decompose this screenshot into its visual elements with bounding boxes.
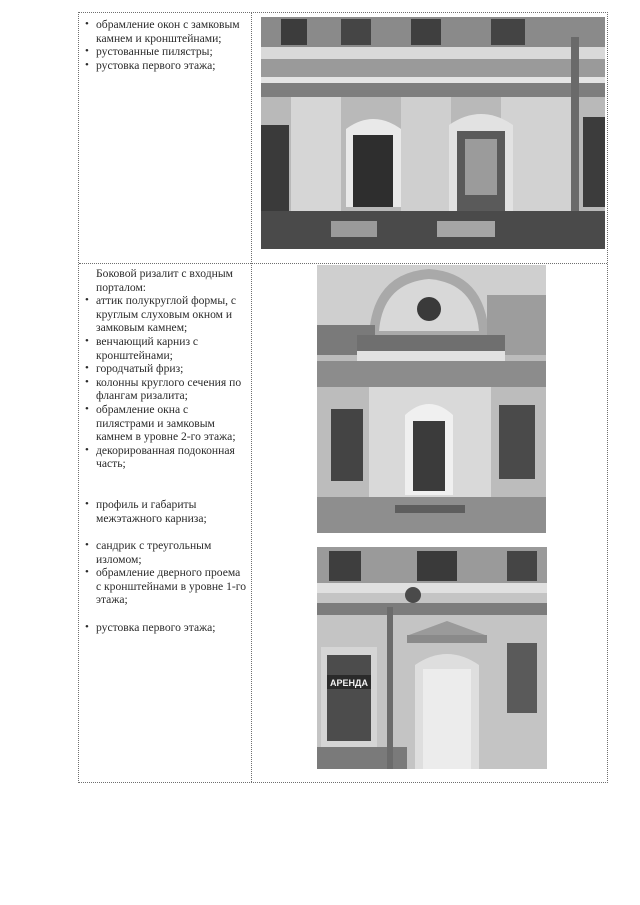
row1-list xyxy=(83,18,247,72)
list-item: • аттик полукруглой формы, с круглым слуховым окном и замковым камнем; xyxy=(83,294,247,335)
list-item: • декорированная подоконная часть; xyxy=(83,444,247,471)
row2-intro: Боковой ризалит с входным порталом: xyxy=(96,267,233,294)
list-item: • обрамление окон с замковым камнем и кронштейнами; xyxy=(83,18,247,45)
row2-list-group3 xyxy=(83,539,247,607)
list-item: • профиль и габариты межэтажного карниза; xyxy=(83,498,247,525)
list-item: • рустовка первого этажа; xyxy=(83,59,247,73)
row2-list-group2 xyxy=(83,498,247,525)
facade-photo-3 xyxy=(317,547,547,769)
row-divider xyxy=(79,263,607,264)
list-item: • венчающий карниз с кронштейнами; xyxy=(83,335,247,362)
column-divider xyxy=(251,13,252,782)
facade-photo-1 xyxy=(261,17,605,249)
row1-text xyxy=(83,18,247,72)
list-item: • рустовка первого этажа; xyxy=(83,621,247,635)
row2-text xyxy=(83,267,247,635)
heritage-table xyxy=(78,12,608,783)
list-item: • сандрик с треугольным изломом; xyxy=(83,539,247,566)
facade-photo-2 xyxy=(317,265,546,533)
list-item: • обрамление окна с пилястрами и замковым камнем в уровне 2-го этажа; xyxy=(83,403,247,444)
row2-list-group1 xyxy=(83,294,247,471)
row2-list-group4 xyxy=(83,621,247,635)
list-item: • рустованные пилястры; xyxy=(83,45,247,59)
list-item: • колонны круглого сечения по флангам ризалита; xyxy=(83,376,247,403)
rent-sign-text: АРЕНДА xyxy=(330,678,368,688)
list-item: • городчатый фриз; xyxy=(83,362,247,376)
list-item: • обрамление дверного проема с кронштейнами в уровне 1-го этажа; xyxy=(83,566,247,607)
